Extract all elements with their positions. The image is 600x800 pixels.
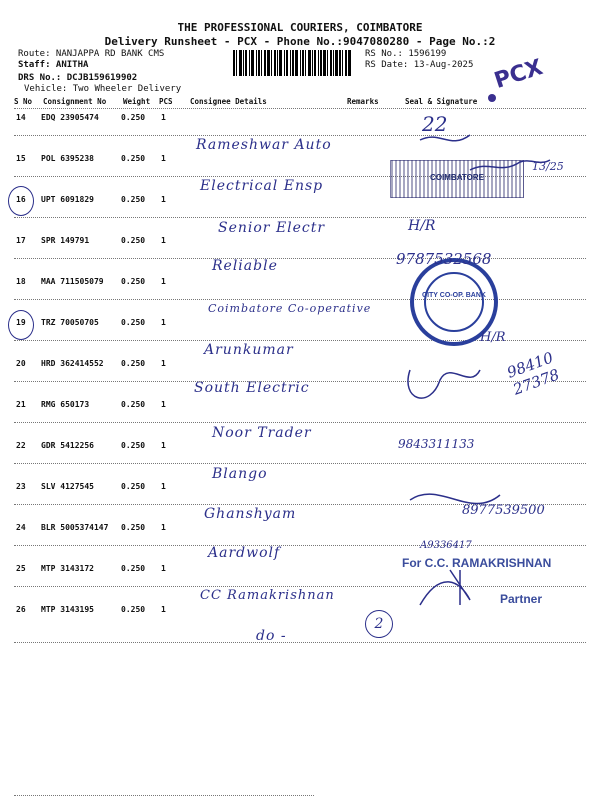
sno: 17 (16, 236, 26, 245)
company-stamp-name: For C.C. RAMAKRISHNAN (402, 556, 552, 570)
consignment-no: MTP 3143195 (41, 605, 94, 614)
consignment-no: SPR 149791 (41, 236, 90, 245)
route-label: Route: NANJAPPA RD BANK CMS (18, 49, 165, 59)
phone-note-3: 9843311133 (398, 437, 475, 451)
remark-hr-1: H/R (408, 218, 436, 234)
circle-mark-16 (8, 186, 34, 216)
pcs: 1 (161, 564, 166, 573)
pcs: 1 (161, 195, 166, 204)
col-weight: Weight (123, 97, 151, 106)
footer-line (14, 795, 314, 796)
col-consignee: Consignee Details (190, 97, 267, 106)
rs-number: RS No.: 1596199 (365, 49, 447, 59)
pcs: 1 (161, 277, 166, 286)
sno: 25 (16, 564, 26, 573)
sno: 24 (16, 523, 26, 532)
weight: 0.250 (121, 277, 146, 286)
signature-mark: 22 (422, 112, 448, 136)
pcs: 1 (161, 236, 166, 245)
sno: 21 (16, 400, 26, 409)
phone-note-4: 8977539500 (462, 503, 545, 518)
sno: 22 (16, 441, 26, 450)
sno: 14 (16, 113, 26, 122)
vehicle-label: Vehicle: Two Wheeler Delivery (24, 84, 182, 94)
consignment-no: GDR 5412256 (41, 441, 94, 450)
staff-label: Staff: ANITHA (18, 60, 89, 70)
consignment-no: MAA 711505079 (41, 277, 104, 286)
pcs: 1 (161, 400, 166, 409)
consignee-handwritten: Electrical Ensp (200, 178, 324, 194)
weight: 0.250 (121, 482, 146, 491)
consignee-handwritten: Aardwolf (208, 545, 281, 561)
consignee-handwritten: Blango (212, 466, 268, 482)
consignee-handwritten: Reliable (212, 258, 278, 274)
consignee-handwritten: Noor Trader (212, 425, 312, 441)
weight: 0.250 (121, 400, 146, 409)
weight: 0.250 (121, 441, 146, 450)
pcs: 1 (161, 482, 166, 491)
date-note: 13/25 (532, 160, 564, 173)
pcs: 1 (161, 441, 166, 450)
consignment-no: MTP 3143172 (41, 564, 94, 573)
consignee-handwritten: CC Ramakrishnan (200, 588, 335, 603)
drs-label: DRS No.: DCJB159619902 (18, 73, 138, 83)
col-sno: S No (14, 97, 33, 106)
sno: 15 (16, 154, 26, 163)
sno: 19 (16, 318, 26, 327)
company-stamp-role: Partner (500, 592, 543, 606)
consignee-handwritten: Senior Electr (218, 220, 326, 236)
col-remarks: Remarks (347, 97, 379, 106)
pcx-stamp: PCX (491, 55, 546, 94)
weight: 0.250 (121, 195, 146, 204)
col-seal-signature: Seal & Signature (405, 97, 478, 106)
weight: 0.250 (121, 154, 146, 163)
pcs: 1 (161, 523, 166, 532)
consignment-no: EDQ 23905474 (41, 113, 99, 122)
count-note: 2 (365, 610, 393, 638)
consignment-no: TRZ 70050705 (41, 318, 99, 327)
consignment-no: RMG 650173 (41, 400, 90, 409)
runsheet-subtitle: Delivery Runsheet - PCX - Phone No.:9047080280 - Page No.:2 (104, 35, 496, 48)
consignment-no: UPT 6091829 (41, 195, 94, 204)
consignment-no: BLR 5005374147 (41, 523, 109, 532)
remark-hr-2: H/R (480, 330, 506, 345)
weight: 0.250 (121, 113, 146, 122)
col-consignment: Consignment No (43, 97, 107, 106)
rs-date: RS Date: 13-Aug-2025 (365, 60, 474, 70)
consignment-no: HRD 362414552 (41, 359, 104, 368)
signature-note: A9336417 (420, 540, 472, 551)
consignee-handwritten: Rameshwar Auto (196, 137, 332, 153)
sno: 23 (16, 482, 26, 491)
col-pcs: PCS (159, 97, 173, 106)
pcs: 1 (161, 154, 166, 163)
phone-note-1: 9787532568 (396, 250, 492, 268)
consignee-handwritten: do - (256, 628, 287, 644)
pcs: 1 (161, 605, 166, 614)
weight: 0.250 (121, 359, 146, 368)
consignment-no: SLV 4127545 (41, 482, 94, 491)
weight: 0.250 (121, 523, 146, 532)
pcs: 1 (161, 318, 166, 327)
weight: 0.250 (121, 564, 146, 573)
weight: 0.250 (121, 605, 146, 614)
pcs: 1 (161, 359, 166, 368)
sno: 26 (16, 605, 26, 614)
consignment-no: POL 6395238 (41, 154, 94, 163)
pcs: 1 (161, 113, 166, 122)
sno: 18 (16, 277, 26, 286)
seal-text: CITY CO-OP. BANK (422, 292, 486, 299)
company-title: THE PROFESSIONAL COURIERS, COIMBATORE (177, 21, 423, 34)
weight: 0.250 (121, 236, 146, 245)
weight: 0.250 (121, 318, 146, 327)
bank-stamp-text: COIMBATORE (430, 173, 484, 182)
consignee-handwritten: Coimbatore Co-operative (208, 302, 372, 315)
consignee-handwritten: Arunkumar (204, 342, 294, 358)
consignee-handwritten: South Electric (194, 380, 310, 396)
phone-note-2: 98410 27378 (504, 348, 562, 399)
barcode (233, 50, 358, 76)
sno: 16 (16, 195, 26, 204)
circle-mark-19 (8, 310, 34, 340)
sno: 20 (16, 359, 26, 368)
signature-scribbles (380, 100, 580, 660)
consignee-handwritten: Ghanshyam (204, 506, 297, 522)
